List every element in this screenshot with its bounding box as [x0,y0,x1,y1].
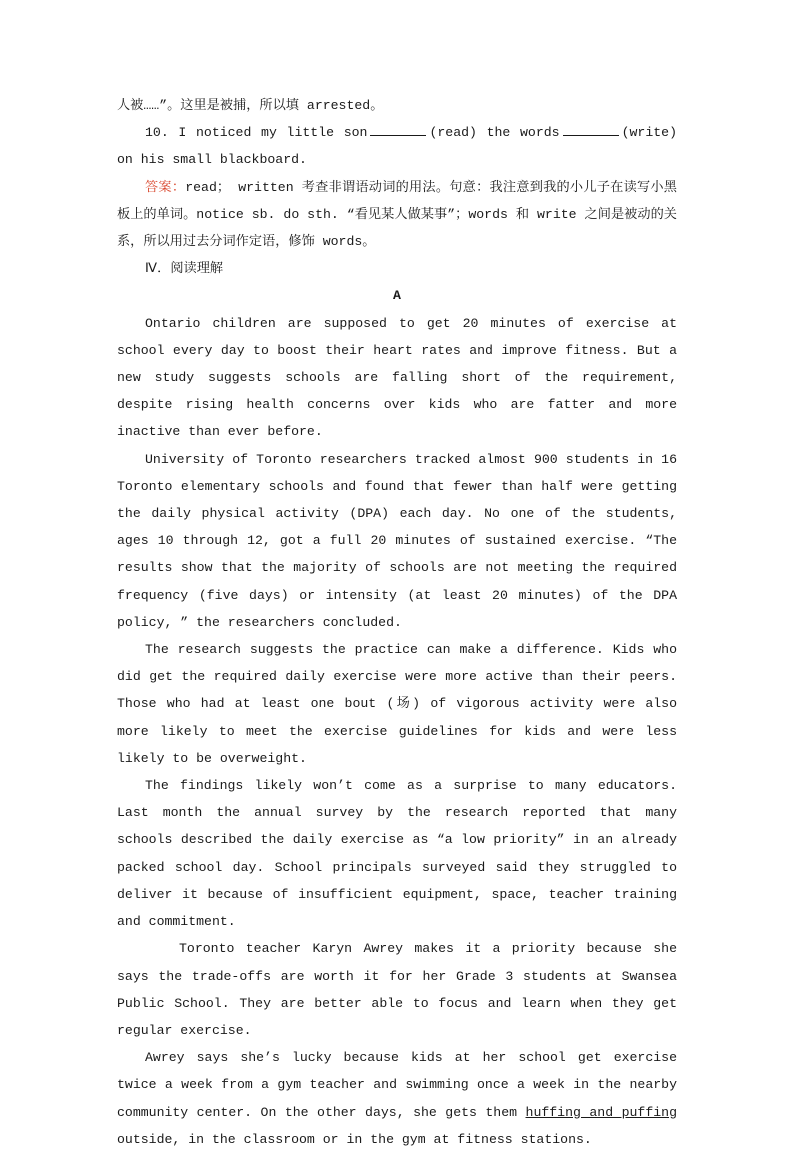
answer-explanation [117,174,677,256]
passage-paragraph-4: The findings likely won’t come as a surprise to many educators. Last month the annual survey by the research reported that many schools described the daily exercise as “a low priority” in an already packed school day. School principals surveyed said they struggled to deliver it because of insufficient equipment, space, teacher training and commitment. [117,778,677,930]
answer-text: read； written 考查非谓语动词的用法。句意：我注意到我的小儿子在读写小黑板上的单词。notice sb. do sth. “看见某人做某事”；words 和 write 之间是被动的关系，所以用过去分词作定语，修饰 words。 [117,179,677,250]
passage-paragraph-2: University of Toronto researchers tracked almost 900 students in 16 Toronto elementary schools and found that fewer than half were getting the daily physical activity (DPA) each day. No one of the students, ages 10 through 12, got a full 20 minutes of sustained exercise. “The results show that the majority of schools are not meeting the required frequency (five days) or intensity (at least 20 minutes) of the DPA policy, ” the researchers concluded. [117,451,677,630]
paragraph-6-start: Awrey says she’s lucky because kids at her school get exercise twice a week from a gym teacher and swimming once a week in the nearby community center. On the other days, she gets them [117,1050,677,1120]
question-10-part-b: (read) the words [429,125,560,141]
question-10-part-c: (write) on his small blackboard. [117,125,677,168]
section-title: Ⅳ．阅读理解 [145,261,224,277]
previous-answer-end: 人被……”。这里是被捕，所以填 arrested。 [117,98,384,113]
passage-letter: A [393,288,401,304]
document-page [117,92,677,1153]
passage-paragraph-1: Ontario children are supposed to get 20 minutes of exercise at school every day to boost their heart rates and improve fitness. But a new study suggests schools are falling short of the requirement, despite rising health concerns over kids who are fatter and more inactive than ever before. [117,315,677,440]
passage-paragraph-3: The research suggests the practice can make a difference. Kids who did get the required daily exercise were more active than their peers. Those who had at least one bout (场) of vigorous activity were also more likely to meet the exercise guidelines for kids and were less likely to be overweight. [117,642,677,766]
question-10-part-a: 10. I noticed my little son [145,125,368,141]
question-10 [117,119,677,173]
answer-blank-1[interactable] [370,123,426,136]
answer-label: 答案： [145,179,186,195]
paragraph-6-end: outside, in the classroom or in the gym at fitness stations. [117,1131,592,1147]
underlined-phrase: huffing and puffing [525,1104,677,1120]
passage-paragraph-6 [117,1044,677,1153]
passage-paragraph-5: Toronto teacher Karyn Awrey makes it a priority because she says the trade-offs are worth it for her Grade 3 students at Swansea Public School. They are better able to focus and learn when they get regular exercise. [117,941,677,1038]
answer-blank-2[interactable] [563,123,619,136]
